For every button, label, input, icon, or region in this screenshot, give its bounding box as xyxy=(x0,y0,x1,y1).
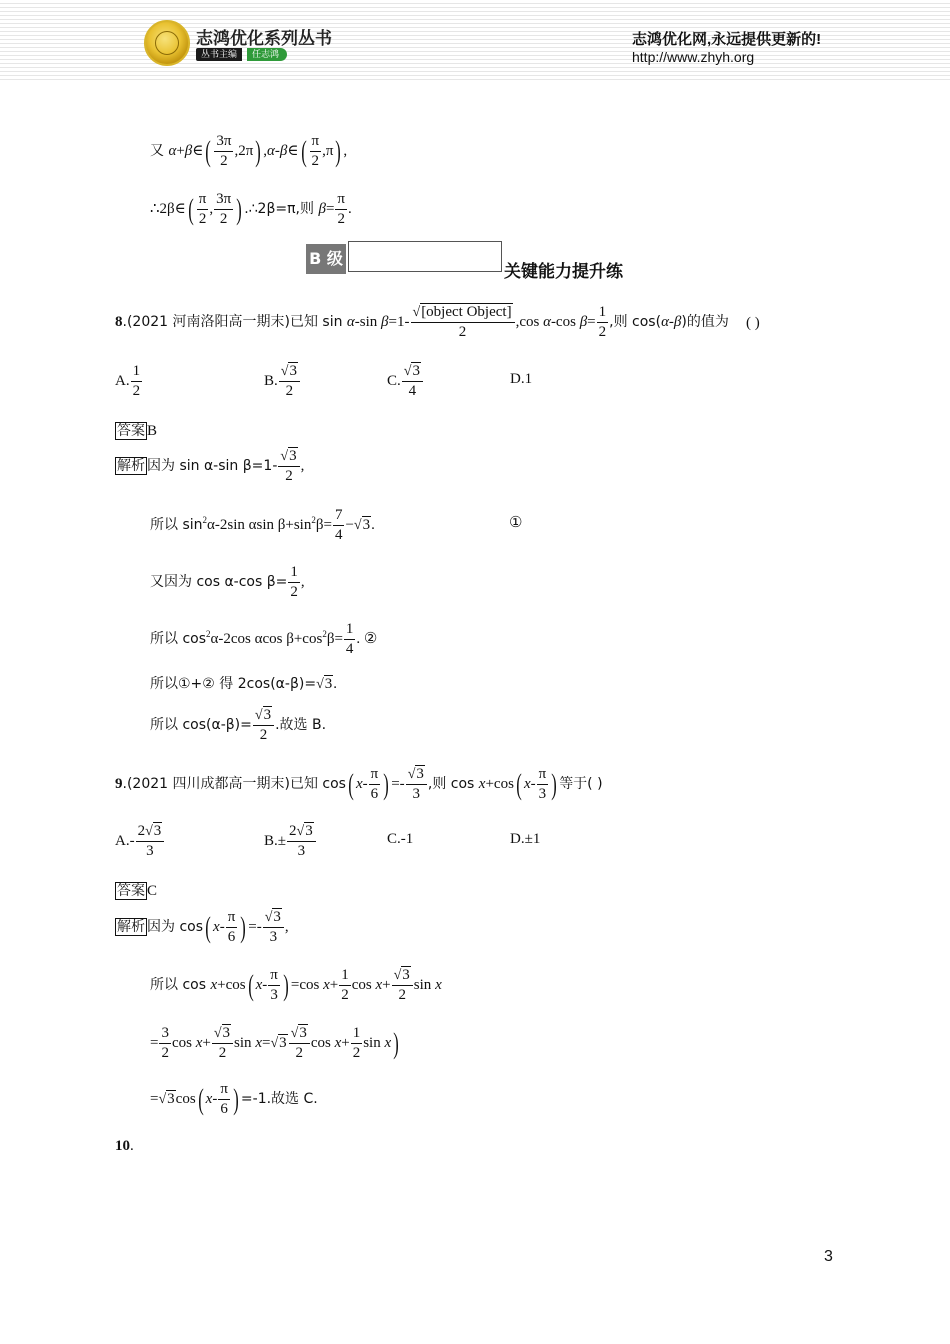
q9-stem: 9.(2021 四川成都高一期末)已知 cos( x- $\frac{\pi}{6}$ ) =- $\frac{√3}{3}$ ,则 cos x+cos( x- $\frac{\pi}{3}$ ) 等于( ) xyxy=(115,766,603,802)
q9-analysis-4: =√3cos( x- $\frac{\pi}{6}$ ) =-1.故选 C. xyxy=(150,1081,318,1117)
q8-answer: 答案 B xyxy=(117,423,158,439)
q8-option-c: C. $\frac{√3}{4}$ xyxy=(387,362,424,401)
analysis-label: 解析 xyxy=(117,918,145,935)
analysis-label: 解析 xyxy=(117,457,145,474)
q9-answer: 答案 C xyxy=(117,883,158,899)
q9-option-c: C.-1 xyxy=(387,831,414,847)
q9-analysis-1: 解析 因为 cos( x- $\frac{\pi}{6}$ ) =- $\frac{√3}{3}$ , xyxy=(117,909,289,945)
level-badge: B 级 xyxy=(306,244,346,274)
q9-analysis-3: = $\frac{3}{2}$ cos x+ $\frac{√3}{2}$ sin x=√3 $\frac{√3}{2}$ cos x+ $\frac{1}{2}$ sin x) xyxy=(150,1025,399,1061)
q8-option-a: A. $\frac{1}{2}$ xyxy=(115,363,141,399)
answer-label: 答案 xyxy=(117,423,145,439)
level-box xyxy=(348,241,502,272)
solution-line-2: ∴2β∈( $\frac{\pi}{2}$ , $\frac{3\pi}{2}$ ) .∴2β=π,则 β= $\frac{\pi}{2}$ . xyxy=(150,191,352,227)
header-url[interactable]: http://www.zhyh.org xyxy=(632,49,755,65)
q9-option-a: A.- $\frac{2√3}{3}$ xyxy=(115,822,165,861)
editor-label: 丛书主编 xyxy=(196,48,242,61)
q8-analysis-4: 所以 $\cos^2\alpha-2\cos$ αcos $\beta+\cos^2\beta=$ $\frac{1}{4}$ . ② xyxy=(150,621,378,657)
answer-label: 答案 xyxy=(117,883,145,899)
q8-analysis-5: 所以①+② 得 2cos(α-β)=√3. xyxy=(150,676,338,692)
q8-analysis-3: 又因为 cos α-cos β= $\frac{1}{2}$ , xyxy=(150,564,305,600)
q9-option-d: D.±1 xyxy=(510,831,541,847)
q8-analysis-2: 所以 $\sin^2\alpha-2\sin$ αsin $\beta+\sin^2\beta=$ $\frac{7}{4}$ −√3. xyxy=(150,507,375,543)
equation-mark-1: ① xyxy=(509,515,523,531)
q9-option-b: B.± $\frac{2√3}{3}$ xyxy=(264,822,317,861)
series-title: 志鸿优化系列丛书 xyxy=(196,29,332,48)
solution-line-1: 又 α+β∈( $\frac{3\pi}{2}$ ,2π) ,α-β∈( $\frac{\pi}{2}$ ,π) , xyxy=(150,133,348,169)
level-title: 关键能力提升练 xyxy=(504,262,623,282)
q10-number: 10. xyxy=(115,1138,134,1154)
q8-stem: 8.(2021 河南洛阳高一期末)已知 sin α-sin β=1- √[object Object] 2 ,cos α-cos β= $\frac{1}{2}$ ,则 cos(α-β)的值为 xyxy=(115,304,729,340)
q8-analysis-1: 解析 因为 sin α-sin β=1- $\frac{√3}{2}$ , xyxy=(117,448,305,484)
q9-analysis-2: 所以 cos x+cos( x- $\frac{\pi}{3}$ ) =cos x+ $\frac{1}{2}$ cos x+ $\frac{√3}{2}$ sin x xyxy=(150,967,442,1003)
q8-option-b: B. $\frac{√3}{2}$ xyxy=(264,362,301,401)
q8-option-d: D.1 xyxy=(510,371,533,387)
q8-answer-blank: ( ) xyxy=(746,315,760,331)
header-slogan: 志鸿优化网,永远提供更新的! xyxy=(632,31,822,48)
page-number: 3 xyxy=(824,1248,833,1265)
editor-name: 任志鸿 xyxy=(247,48,287,61)
q8-analysis-6: 所以 cos(α-β)= $\frac{√3}{2}$ .故选 B. xyxy=(150,707,327,743)
publisher-logo-icon xyxy=(144,20,190,66)
